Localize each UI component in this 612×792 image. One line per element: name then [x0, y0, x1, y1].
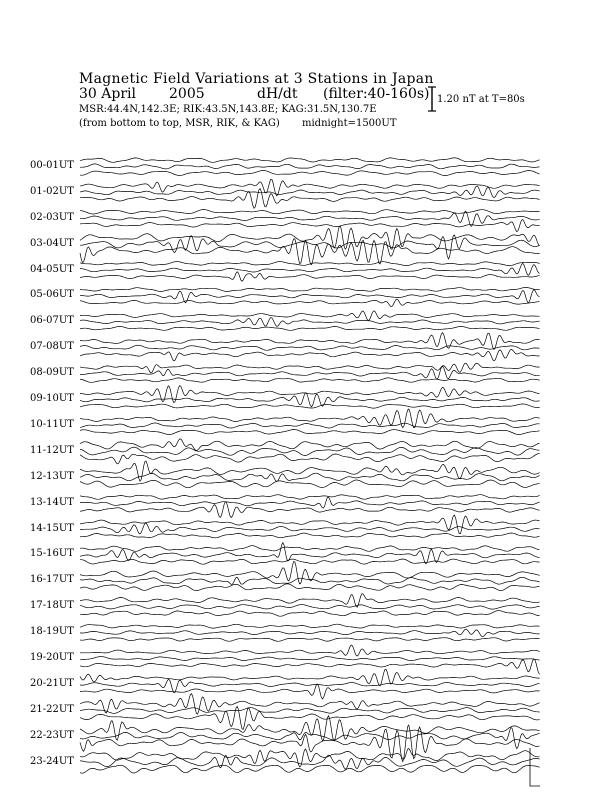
hour-label-17: 17-18UT [30, 600, 74, 612]
trace-5-KAG [80, 287, 540, 291]
hour-label-19: 19-20UT [30, 652, 74, 664]
hour-label-9: 09-10UT [30, 393, 74, 405]
trace-17-KAG [80, 594, 540, 608]
trace-13-KAG [80, 495, 540, 500]
hour-label-14: 14-15UT [30, 522, 74, 534]
trace-11-KAG [80, 439, 540, 451]
hour-label-23: 23-24UT [30, 755, 74, 767]
trace-11-RIK [80, 447, 540, 455]
hour-label-13: 13-14UT [30, 496, 74, 508]
scale-bar [428, 87, 436, 111]
hour-label-3: 03-04UT [30, 237, 74, 249]
trace-6-RIK [80, 318, 540, 327]
date-year: 2005 [169, 86, 205, 102]
scale-label: 1.20 nT at T=80s [437, 94, 525, 105]
trace-4-MSR [80, 272, 540, 282]
trace-1-KAG [80, 179, 540, 196]
trace-16-KAG [80, 562, 540, 584]
trace-3-MSR [80, 239, 540, 265]
trace-5-RIK [80, 290, 540, 303]
trace-20-MSR [80, 684, 540, 699]
trace-0-RIK [80, 164, 540, 169]
trace-5-MSR [80, 299, 540, 306]
hour-label-10: 10-11UT [30, 418, 74, 430]
trace-13-RIK [80, 497, 540, 508]
trace-8-MSR [80, 378, 540, 382]
trace-2-RIK [80, 211, 540, 226]
hour-label-5: 05-06UT [30, 289, 74, 301]
trace-13-MSR [80, 502, 540, 518]
trace-8-RIK [80, 366, 540, 379]
trace-10-RIK [80, 423, 540, 428]
hour-label-8: 08-09UT [30, 367, 74, 379]
traces-group [80, 158, 540, 786]
trace-11-MSR [80, 454, 540, 464]
trace-17-MSR [80, 611, 540, 617]
hour-label-1: 01-02UT [30, 185, 74, 197]
trace-3-RIK [80, 235, 540, 259]
trace-8-KAG [80, 363, 540, 373]
trace-16-RIK [80, 577, 540, 584]
trace-9-RIK [80, 393, 540, 407]
hour-label-16: 16-17UT [30, 574, 74, 586]
filter-label: (filter:40-160s) [323, 86, 430, 102]
trace-4-RIK [80, 263, 540, 275]
trace-23-MSR [80, 765, 540, 773]
hour-label-6: 06-07UT [30, 315, 74, 327]
trace-19-RIK [80, 657, 540, 661]
hour-label-11: 11-12UT [30, 444, 74, 456]
trace-12-MSR [80, 480, 540, 488]
hour-label-20: 20-21UT [30, 677, 74, 689]
trace-17-RIK [80, 605, 540, 610]
trace-7-MSR [80, 350, 540, 361]
trace-18-KAG [80, 624, 540, 628]
trace-16-MSR [80, 584, 540, 591]
hour-label-2: 02-03UT [30, 211, 74, 223]
trace-20-KAG [80, 669, 540, 686]
trace-1-RIK [80, 186, 540, 198]
trace-14-RIK [80, 523, 540, 534]
trace-10-MSR [80, 430, 540, 435]
hour-label-4: 04-05UT [30, 263, 74, 275]
hour-label-22: 22-23UT [30, 729, 74, 741]
trace-2-KAG [80, 210, 540, 215]
trace-15-MSR [80, 559, 540, 564]
chart-title: Magnetic Field Variations at 3 Stations in Japan [79, 71, 434, 87]
trace-6-KAG [80, 311, 540, 321]
hour-label-21: 21-22UT [30, 703, 74, 715]
order-note: (from bottom to top, MSR, RIK, & KAG) [79, 118, 280, 129]
trace-15-RIK [80, 543, 540, 564]
midnight-note: midnight=1500UT [302, 118, 397, 129]
trace-19-MSR [80, 659, 540, 675]
trace-14-KAG [80, 515, 540, 534]
trace-19-KAG [80, 645, 540, 656]
hour-label-0: 00-01UT [30, 159, 74, 171]
trace-18-RIK [80, 629, 540, 636]
trace-21-MSR [80, 706, 540, 729]
stations-line: MSR:44.4N,142.3E; RIK:43.5N,143.8E; KAG:31.5N,130.7E [79, 104, 377, 115]
hour-label-7: 07-08UT [30, 341, 74, 353]
trace-6-MSR [80, 327, 540, 331]
trace-0-MSR [80, 171, 540, 176]
trace-14-MSR [80, 533, 540, 538]
quantity-label: dH/dt [257, 86, 298, 102]
trace-7-KAG [80, 333, 540, 350]
hour-label-18: 18-19UT [30, 626, 74, 638]
trace-7-RIK [80, 345, 540, 350]
trace-18-MSR [80, 638, 540, 642]
trace-3-KAG [80, 226, 540, 249]
trace-15-KAG [80, 546, 540, 552]
hour-label-15: 15-16UT [30, 548, 74, 560]
date-day: 30 April [79, 86, 136, 102]
trace-21-RIK [80, 708, 540, 714]
trace-23-RIK [80, 755, 540, 769]
trace-0-KAG [80, 158, 540, 163]
hour-label-12: 12-13UT [30, 470, 74, 482]
